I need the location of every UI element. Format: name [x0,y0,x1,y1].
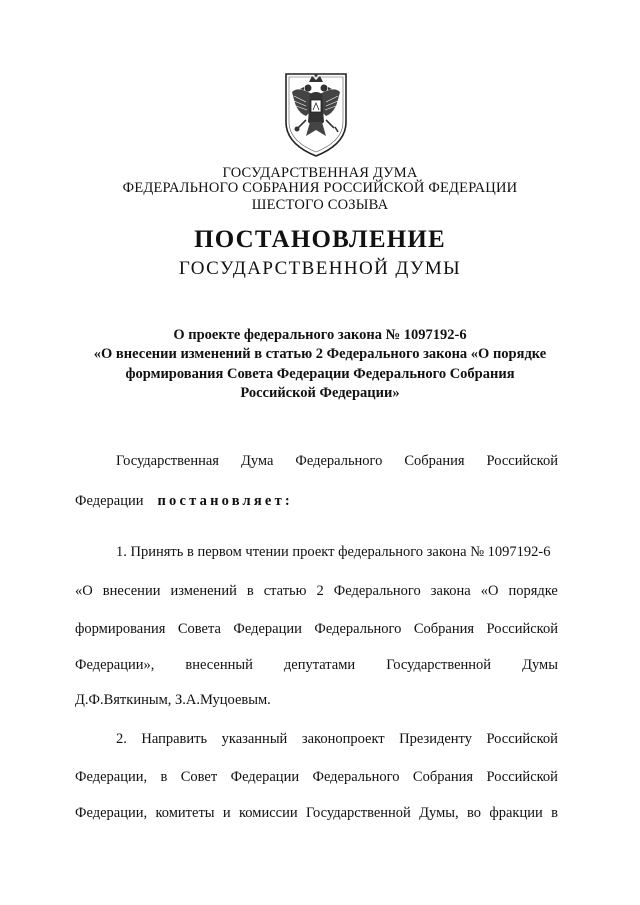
word: в [246,583,254,599]
word: Российской [486,621,558,637]
word: Собрания [413,621,475,637]
word: порядке [508,583,558,599]
subject-line2: «О внесении изменений в статью 2 Федерального закона «О порядке [93,346,547,362]
word: Государственной [305,805,411,821]
word: статью [263,583,307,599]
word: Российской [486,769,558,785]
word: Федерации», [75,657,155,673]
word: депутатами [283,657,356,673]
word: внесении [102,583,161,599]
preamble-line1 [116,453,558,470]
word: Собрания [412,769,474,785]
subject-line1: О проекте федерального закона № 1097192-6 [173,327,467,343]
word: Федерации, [75,769,148,785]
subject-line3: формирования Совета Федерации Федерального Собрания [125,366,515,382]
word: Федерального [333,583,421,599]
word: Собрания [404,453,465,469]
word: 2 [316,583,324,599]
word: Думы, [419,805,459,821]
subject-line4: Российской Федерации» [240,385,400,401]
word: Совет [180,769,218,785]
item1-line4 [75,657,558,674]
word: внесенный [185,657,253,673]
word: Президенту [399,731,472,747]
word: 2. [116,731,127,747]
word: законопроект [301,731,385,747]
word: «О [75,583,93,599]
word: формирования [75,621,166,637]
word: изменений [170,583,237,599]
document-title: ПОСТАНОВЛЕНИЕ [194,226,446,253]
item1-line1: 1. Принять в первом чтении проект федерального закона № 1097192-6 [116,544,551,560]
item1-line5: Д.Ф.Вяткиным, З.А.Муцоевым. [75,692,271,708]
word: фракции [489,805,543,821]
word: Думы [522,657,558,673]
word: Федерации, [75,805,148,821]
word: Государственной [386,657,492,673]
word: Федерации [230,769,300,785]
word: указанный [221,731,288,747]
preamble-line2 [75,493,558,510]
word: «О [480,583,499,599]
word: Федерального [314,621,402,637]
word: закона [430,583,471,599]
word: и [222,805,231,821]
word: Российской [486,453,558,469]
item2-line2 [75,769,558,786]
word: в [551,805,558,821]
word: во [467,805,481,821]
word: Совета [177,621,221,637]
word: Федерального [295,453,383,469]
word: Дума [240,453,274,469]
word: Государственная [116,453,219,469]
word: комиссии [238,805,298,821]
word: Федерации [233,621,302,637]
russian-coat-of-arms-icon [282,70,350,160]
org-name-line2: ФЕДЕРАЛЬНОГО СОБРАНИЯ РОССИЙСКОЙ ФЕДЕРАЦИИ [122,180,518,196]
preamble-federation: Федерации [75,493,144,509]
convocation: ШЕСТОГО СОЗЫВА [251,197,389,213]
item2-line1 [116,731,558,748]
org-name-line1: ГОСУДАРСТВЕННАЯ ДУМА [222,165,418,181]
document-subtitle: ГОСУДАРСТВЕННОЙ ДУМЫ [178,258,462,279]
item1-line3 [75,621,558,638]
decree-word: постановляет: [157,493,293,509]
word: Направить [141,731,208,747]
word: комитеты [155,805,215,821]
item2-line3 [75,805,558,822]
item1-line2 [75,583,558,600]
word: в [160,769,168,785]
word: Российской [486,731,558,747]
word: Федерального [312,769,400,785]
